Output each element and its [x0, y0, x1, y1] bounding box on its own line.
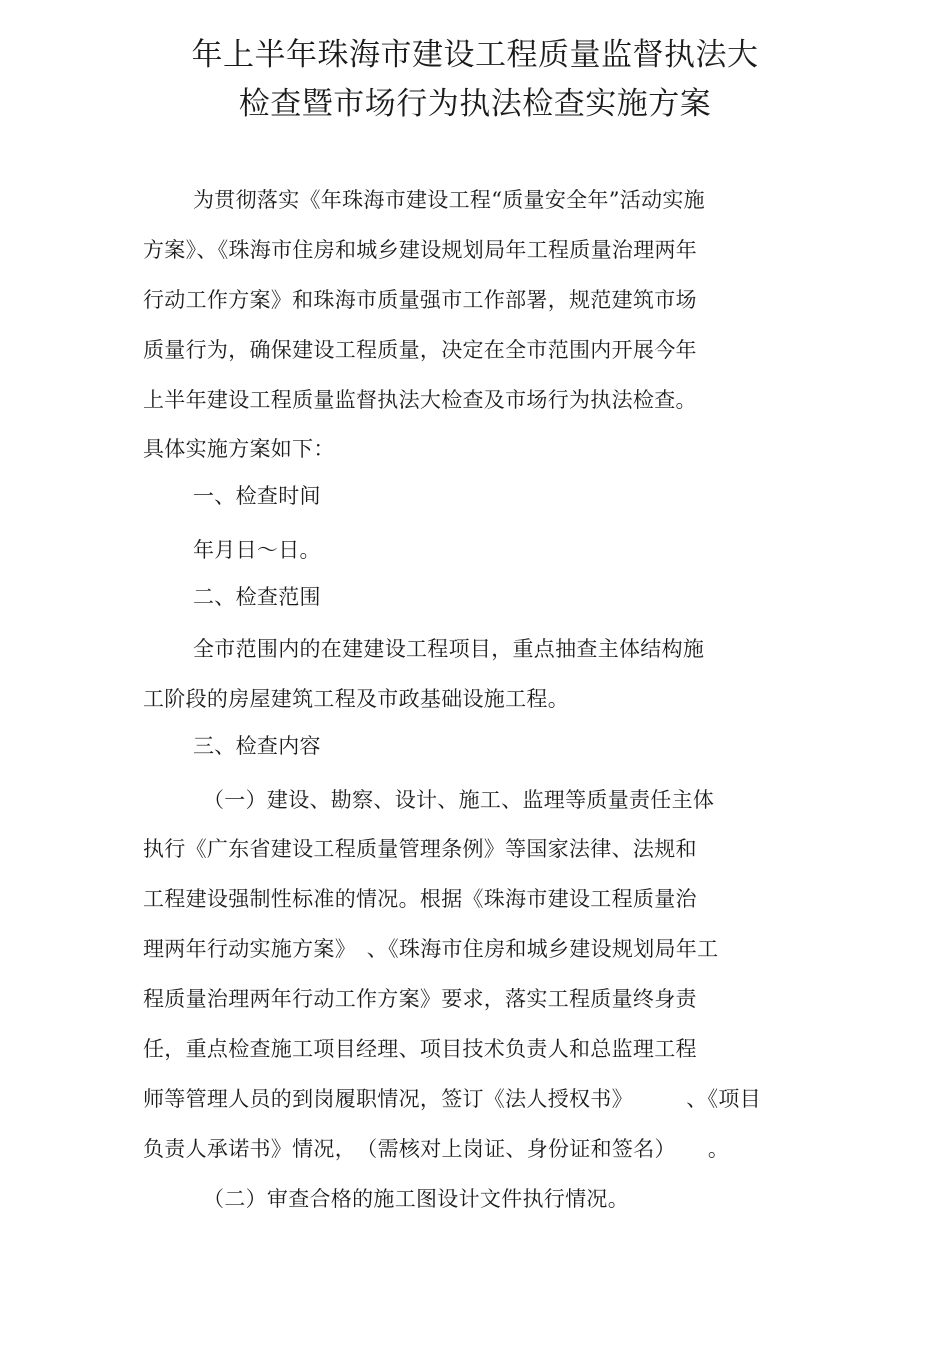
- section-heading: 三、检查内容: [193, 734, 321, 758]
- section-heading: 二、检查范围: [193, 585, 321, 609]
- paragraph-line: 理两年行动实施方案》 、《珠海市住房和城乡建设规划局年工: [143, 937, 719, 961]
- document-title-line-2: 检查暨市场行为执法检查实施方案: [238, 86, 712, 122]
- paragraph-line: 程质量治理两年行动工作方案》要求，落实工程质量终身责: [143, 987, 697, 1011]
- paragraph-line: 上半年建设工程质量监督执法大检查及市场行为执法检查。: [143, 388, 697, 412]
- paragraph-line: 任，重点检查施工项目经理、项目技术负责人和总监理工程: [143, 1037, 697, 1061]
- paragraph-line: 质量行为，确保建设工程质量，决定在全市范围内开展今年: [143, 338, 697, 362]
- paragraph-line: 师等管理人员的到岗履职情况，签订《法人授权书》 、《项目: [143, 1087, 761, 1111]
- paragraph-line: 负责人承诺书》情况， （需核对上岗证、身份证和签名） 。: [143, 1137, 730, 1161]
- paragraph-line: 具体实施方案如下：: [143, 437, 335, 461]
- paragraph-line: 全市范围内的在建建设工程项目，重点抽查主体结构施: [193, 637, 705, 661]
- paragraph-line: 工阶段的房屋建筑工程及市政基础设施工程。: [143, 687, 569, 711]
- paragraph-line: （二）审查合格的施工图设计文件执行情况。: [203, 1187, 629, 1211]
- paragraph-line: 年月日～日。: [193, 538, 321, 562]
- document-title-line-1: 年上半年珠海市建设工程质量监督执法大: [191, 37, 759, 73]
- paragraph-line: 行动工作方案》和珠海市质量强市工作部署，规范建筑市场: [143, 288, 697, 312]
- section-heading: 一、检查时间: [193, 484, 321, 508]
- paragraph-line: 方案》、《珠海市住房和城乡建设规划局年工程质量治理两年: [143, 238, 698, 262]
- paragraph-line: 为贯彻落实《年珠海市建设工程“质量安全年”活动实施: [193, 188, 705, 212]
- paragraph-line: （一）建设、勘察、设计、施工、监理等质量责任主体: [203, 788, 715, 812]
- paragraph-line: 执行《广东省建设工程质量管理条例》等国家法律、法规和: [143, 837, 697, 861]
- paragraph-line: 工程建设强制性标准的情况。根据《珠海市建设工程质量治: [143, 887, 697, 911]
